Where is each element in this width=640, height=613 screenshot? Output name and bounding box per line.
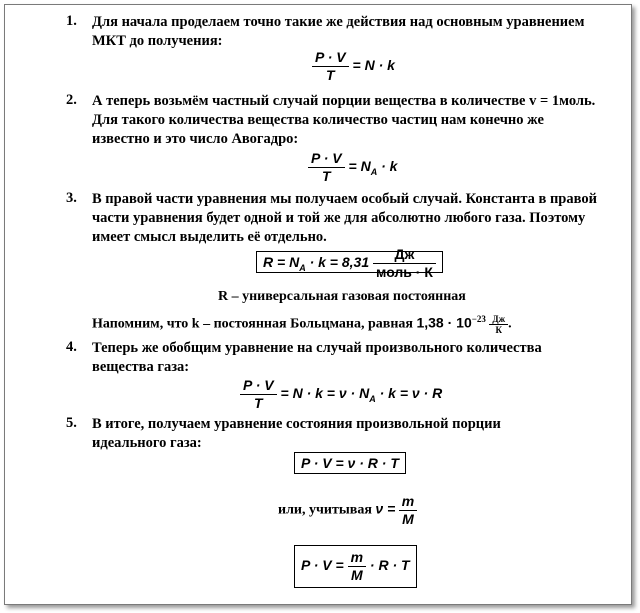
fraction-denominator: T bbox=[322, 168, 331, 184]
fraction-numerator: m bbox=[399, 493, 417, 511]
item-text: Для начала проделаем точно такие же действия над основным уравнением МКТ до получения: bbox=[92, 14, 585, 49]
formula-5 bbox=[294, 455, 406, 471]
item-text bbox=[92, 92, 602, 149]
item-number: 4. bbox=[66, 339, 77, 355]
item-number: 5. bbox=[66, 415, 77, 431]
fraction-numerator: Дж bbox=[489, 314, 508, 325]
formula-3 bbox=[256, 246, 443, 281]
reminder-exponent: −23 bbox=[471, 314, 486, 325]
formula-rhs: = N · k = ν · N bbox=[280, 385, 370, 402]
item-number: 2. bbox=[66, 92, 77, 108]
formula-v: ν = bbox=[375, 500, 396, 517]
formula-prefix: или, учитывая bbox=[278, 502, 372, 518]
item-text: В итоге, получаем уравнение состояния произвольной порции идеального газа: bbox=[92, 416, 501, 451]
reminder-value: 1,38 · 10 bbox=[416, 314, 472, 331]
fraction-numerator: P · V bbox=[308, 150, 345, 168]
subscript: A bbox=[299, 263, 306, 273]
fraction-numerator: m bbox=[348, 549, 366, 567]
formula-6 bbox=[278, 493, 417, 528]
fraction-denominator: моль · К bbox=[376, 264, 433, 280]
fraction-numerator: P · V bbox=[240, 377, 277, 395]
fraction-numerator: P · V bbox=[312, 49, 349, 67]
formula-mid: · k = 8,31 bbox=[305, 254, 370, 271]
item-text: Теперь же обобщим уравнение на случай произвольного количества вещества газа: bbox=[92, 340, 542, 375]
r-caption: R – универсальная газовая постоянная bbox=[218, 289, 466, 304]
formula-rhs: = N bbox=[348, 158, 371, 175]
item-number: 3. bbox=[66, 190, 77, 206]
boxed-formula: P · V = ν · R · T bbox=[294, 452, 406, 474]
formula-2 bbox=[308, 150, 397, 185]
formula-lhs: R = N bbox=[263, 254, 300, 271]
item-number: 1. bbox=[66, 13, 77, 29]
subscript: A bbox=[369, 394, 376, 404]
fraction-denominator: T bbox=[254, 395, 263, 411]
fraction-denominator: К bbox=[495, 325, 502, 335]
item-text-part: А теперь возьмём частный случай порции вещества в количестве bbox=[92, 93, 526, 109]
item-text-part: v = 1моль. Для такого количества вещества количество частиц нам конечно же известно и это число Авогадро: bbox=[92, 93, 596, 147]
subscript: A bbox=[370, 167, 378, 177]
fraction-denominator: T bbox=[326, 67, 335, 83]
formula-rhs: = N · k bbox=[352, 57, 395, 74]
item-text: В правой части уравнения мы получаем особый случай. Константа в правой части уравнения будет одной и той же для абсолютно любого газа. Поэтому имеет смысл выделить её отдельно. bbox=[92, 191, 597, 245]
fraction-numerator: Дж bbox=[373, 246, 436, 264]
formula-rhs: · k = ν · R bbox=[375, 385, 443, 402]
reminder-line: Напомним, что k – постоянная Больцмана, равная $1,38 \cdot 10^{-23}$ $\frac{Дж}{К}$ . bbox=[92, 314, 512, 335]
formula-lhs: P · V = bbox=[301, 557, 344, 574]
reminder-text: Напомним, что k – постоянная Больцмана, равная bbox=[92, 316, 413, 332]
formula-1 bbox=[312, 49, 395, 84]
fraction-denominator: M bbox=[350, 567, 363, 583]
formula-rhs: · k bbox=[377, 158, 398, 175]
fraction-denominator: M bbox=[402, 511, 414, 527]
formula-4 bbox=[240, 377, 442, 412]
formula-rhs: · R · T bbox=[369, 557, 410, 574]
formula-7 bbox=[294, 545, 417, 588]
